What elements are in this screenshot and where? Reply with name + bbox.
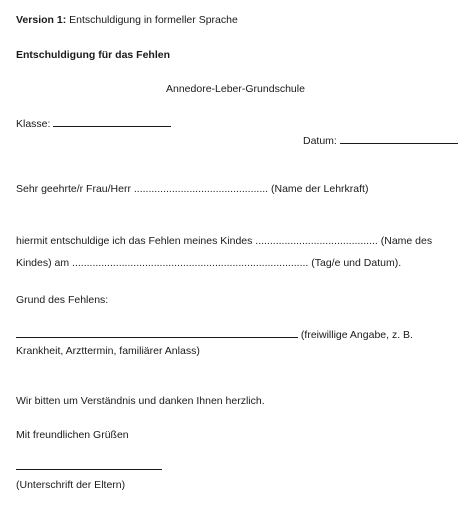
- body2-prefix: Kindes) am: [16, 257, 73, 269]
- child-name-blank: ..........................................: [255, 235, 378, 247]
- body-line-2: [16, 257, 401, 270]
- teacher-name-blank: ..............................................: [133, 183, 269, 195]
- date-label: Datum:: [303, 135, 337, 147]
- reason-line: [16, 327, 413, 342]
- document-heading: Entschuldigung für das Fehlen: [16, 49, 171, 61]
- signature-blank: [16, 459, 162, 470]
- body-line-1: [16, 235, 432, 248]
- thanks-text: Wir bitten um Verständnis und danken Ihnen herzlich.: [16, 395, 265, 407]
- version-description: Entschuldigung in formeller Sprache: [66, 14, 238, 26]
- salutation-hint: (Name der Lehrkraft): [268, 183, 369, 195]
- body1-hint: (Name des: [377, 235, 433, 247]
- body2-hint: (Tag/e und Datum).: [308, 257, 402, 269]
- class-blank: [53, 116, 171, 127]
- salutation-line: [16, 183, 368, 196]
- salutation-prefix: Sehr geehrte/r Frau/Herr: [16, 183, 134, 195]
- version-label: Version 1:: [16, 14, 67, 26]
- version-line: [16, 14, 238, 27]
- reason-blank: [16, 327, 298, 338]
- class-line: [16, 116, 171, 131]
- reason-label: Grund des Fehlens:: [16, 294, 109, 306]
- date-blank: [340, 133, 458, 144]
- date-line: [303, 133, 458, 148]
- date-range-blank: .................................................................................: [72, 257, 309, 269]
- reason-hint-continued: Krankheit, Arzttermin, familiärer Anlass): [16, 345, 200, 357]
- reason-hint: (freiwillige Angabe, z. B.: [298, 329, 413, 341]
- signature-line: [16, 459, 162, 474]
- class-label: Klasse:: [16, 118, 51, 130]
- signature-caption: (Unterschrift der Eltern): [16, 479, 126, 491]
- closing-text: Mit freundlichen Grüßen: [16, 429, 129, 441]
- body1-prefix: hiermit entschuldige ich das Fehlen meines Kindes: [16, 235, 256, 247]
- school-name: Annedore-Leber-Grundschule: [166, 83, 305, 95]
